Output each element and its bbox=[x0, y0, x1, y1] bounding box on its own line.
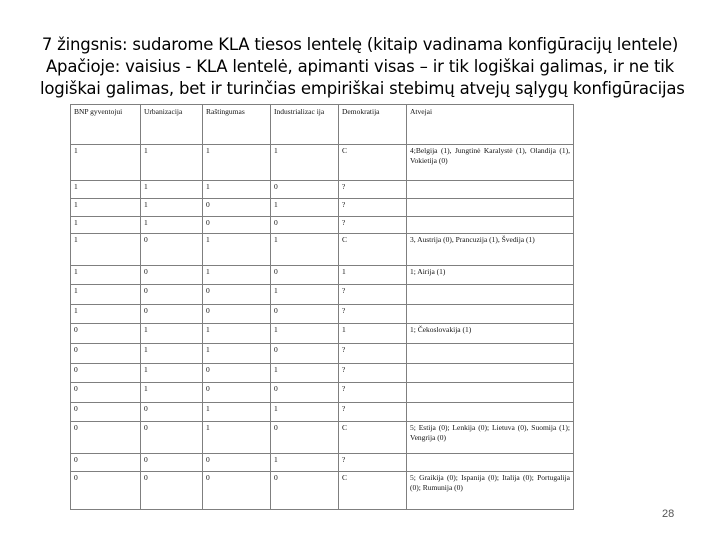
table-cell-cases bbox=[407, 363, 574, 382]
table-cell-cases: 1; Airija (1) bbox=[407, 265, 574, 284]
table-cell: ? bbox=[339, 181, 407, 199]
truth-table-image bbox=[70, 104, 573, 510]
table-cell: 1 bbox=[141, 145, 203, 181]
table-row bbox=[71, 145, 574, 181]
table-cell: 0 bbox=[271, 471, 339, 509]
table-cell: 1 bbox=[71, 199, 141, 216]
table-cell: ? bbox=[339, 199, 407, 216]
table-cell: C bbox=[339, 145, 407, 181]
table-cell: 0 bbox=[203, 216, 271, 233]
table-cell: 0 bbox=[271, 181, 339, 199]
table-cell: 1 bbox=[271, 454, 339, 471]
table-cell-cases bbox=[407, 343, 574, 363]
table-cell: 1 bbox=[339, 265, 407, 284]
table-cell: 0 bbox=[271, 343, 339, 363]
table-cell: 0 bbox=[141, 285, 203, 305]
table-cell: ? bbox=[339, 285, 407, 305]
table-cell-cases bbox=[407, 382, 574, 402]
table-cell: 1 bbox=[71, 216, 141, 233]
table-row bbox=[71, 422, 574, 454]
table-cell: 0 bbox=[271, 422, 339, 454]
table-cell: 1 bbox=[203, 324, 271, 343]
table-cell: 0 bbox=[71, 422, 141, 454]
table-cell: ? bbox=[339, 363, 407, 382]
table-cell: 0 bbox=[203, 285, 271, 305]
table-cell-cases bbox=[407, 454, 574, 471]
table-cell: 1 bbox=[271, 233, 339, 265]
table-cell: 1 bbox=[339, 324, 407, 343]
table-cell: 0 bbox=[141, 265, 203, 284]
table-row bbox=[71, 343, 574, 363]
title-line-3: logiškai galimas, bet ir turinčias empiriškai stebimų atvejų sąlygų konfigūracijas bbox=[40, 79, 685, 98]
table-cell: 0 bbox=[203, 471, 271, 509]
table-cell: ? bbox=[339, 454, 407, 471]
table-row bbox=[71, 382, 574, 402]
table-cell: 0 bbox=[271, 305, 339, 324]
header-democracy: Demokratija bbox=[339, 105, 407, 145]
table-cell: ? bbox=[339, 305, 407, 324]
table-cell: 0 bbox=[141, 305, 203, 324]
table-row bbox=[71, 403, 574, 422]
table-cell: 1 bbox=[271, 324, 339, 343]
table-cell: 1 bbox=[141, 216, 203, 233]
table-cell: 1 bbox=[271, 285, 339, 305]
table-cell: 1 bbox=[203, 403, 271, 422]
table-cell: C bbox=[339, 471, 407, 509]
table-cell-cases bbox=[407, 199, 574, 216]
table-cell: 1 bbox=[141, 382, 203, 402]
table-cell: 1 bbox=[141, 343, 203, 363]
slide-title bbox=[40, 34, 685, 100]
table-cell: 1 bbox=[71, 265, 141, 284]
table-cell: 1 bbox=[71, 181, 141, 199]
table-cell: 0 bbox=[71, 471, 141, 509]
table-cell: 0 bbox=[141, 454, 203, 471]
table-cell: 0 bbox=[271, 265, 339, 284]
table-cell-cases bbox=[407, 216, 574, 233]
table-cell: 1 bbox=[271, 363, 339, 382]
table-cell: 0 bbox=[71, 403, 141, 422]
table-row bbox=[71, 265, 574, 284]
table-cell: 1 bbox=[271, 403, 339, 422]
table-row bbox=[71, 285, 574, 305]
table-cell: ? bbox=[339, 343, 407, 363]
table-cell-cases: 3, Austrija (0), Prancuzija (1), Švedija (1) bbox=[407, 233, 574, 265]
header-cases: Atvejai bbox=[407, 105, 574, 145]
table-cell: 0 bbox=[271, 216, 339, 233]
header-industrialization: Industrializac ija bbox=[271, 105, 339, 145]
table-cell: 1 bbox=[71, 305, 141, 324]
table-cell-cases bbox=[407, 181, 574, 199]
header-urbanization: Urbanizacija bbox=[141, 105, 203, 145]
table-cell-cases bbox=[407, 285, 574, 305]
table-body bbox=[71, 145, 574, 510]
table-cell: 1 bbox=[71, 145, 141, 181]
table-cell: 0 bbox=[141, 233, 203, 265]
table-cell: 1 bbox=[203, 343, 271, 363]
title-line-1: 7 žingsnis: sudarome KLA tiesos lentelę (kitaip vadinama konfigūracijų lentele) bbox=[41, 35, 679, 54]
table-row bbox=[71, 216, 574, 233]
table-cell: 0 bbox=[141, 403, 203, 422]
table-row bbox=[71, 233, 574, 265]
table-cell: 0 bbox=[203, 199, 271, 216]
table-cell: 1 bbox=[71, 285, 141, 305]
table-cell-cases: 1; Čekoslovakija (1) bbox=[407, 324, 574, 343]
table-cell: 1 bbox=[203, 145, 271, 181]
table-row bbox=[71, 363, 574, 382]
table-cell: 1 bbox=[203, 181, 271, 199]
header-literacy: Raštingumas bbox=[203, 105, 271, 145]
table-cell: 1 bbox=[141, 199, 203, 216]
table-cell: ? bbox=[339, 403, 407, 422]
table-cell: 0 bbox=[203, 454, 271, 471]
table-row bbox=[71, 305, 574, 324]
table-row bbox=[71, 454, 574, 471]
title-line-2: Apačioje: vaisius - KLA lentelė, apimanti visas – ir tik logiškai galimas, ir ne tik bbox=[45, 57, 675, 76]
table-cell: 1 bbox=[203, 233, 271, 265]
table-row bbox=[71, 324, 574, 343]
truth-table bbox=[70, 104, 574, 510]
table-header-row bbox=[71, 105, 574, 145]
table-cell: 1 bbox=[141, 324, 203, 343]
table-row bbox=[71, 181, 574, 199]
table-cell: 1 bbox=[271, 145, 339, 181]
table-cell: 0 bbox=[71, 454, 141, 471]
table-cell-cases bbox=[407, 305, 574, 324]
page-number: 28 bbox=[662, 508, 675, 520]
table-cell: 0 bbox=[71, 343, 141, 363]
table-cell-cases: 5; Estija (0); Lenkija (0); Lietuva (0), Suomija (1); Vengrija (0) bbox=[407, 422, 574, 454]
table-cell: C bbox=[339, 422, 407, 454]
table-cell: 0 bbox=[203, 363, 271, 382]
table-cell: 0 bbox=[141, 471, 203, 509]
table-cell: 0 bbox=[271, 382, 339, 402]
table-cell: 1 bbox=[141, 181, 203, 199]
table-cell: 0 bbox=[203, 382, 271, 402]
table-cell: 1 bbox=[141, 363, 203, 382]
table-cell: 0 bbox=[71, 363, 141, 382]
table-cell: ? bbox=[339, 382, 407, 402]
table-cell: 1 bbox=[71, 233, 141, 265]
table-cell-cases: 5; Graikija (0); Ispanija (0); Italija (0); Portugalija (0); Rumunija (0) bbox=[407, 471, 574, 509]
table-cell: 0 bbox=[141, 422, 203, 454]
table-cell: C bbox=[339, 233, 407, 265]
table-cell: 0 bbox=[71, 324, 141, 343]
table-row bbox=[71, 471, 574, 509]
table-cell: 1 bbox=[203, 265, 271, 284]
table-cell: 0 bbox=[71, 382, 141, 402]
table-cell: 1 bbox=[271, 199, 339, 216]
table-cell: ? bbox=[339, 216, 407, 233]
table-cell: 0 bbox=[203, 305, 271, 324]
table-cell-cases bbox=[407, 403, 574, 422]
table-row bbox=[71, 199, 574, 216]
table-cell: 1 bbox=[203, 422, 271, 454]
header-bnp: BNP gyventojui bbox=[71, 105, 141, 145]
table-cell-cases: 4;Belgija (1), Jungtinė Karalystė (1), Olandija (1), Vokietija (0) bbox=[407, 145, 574, 181]
